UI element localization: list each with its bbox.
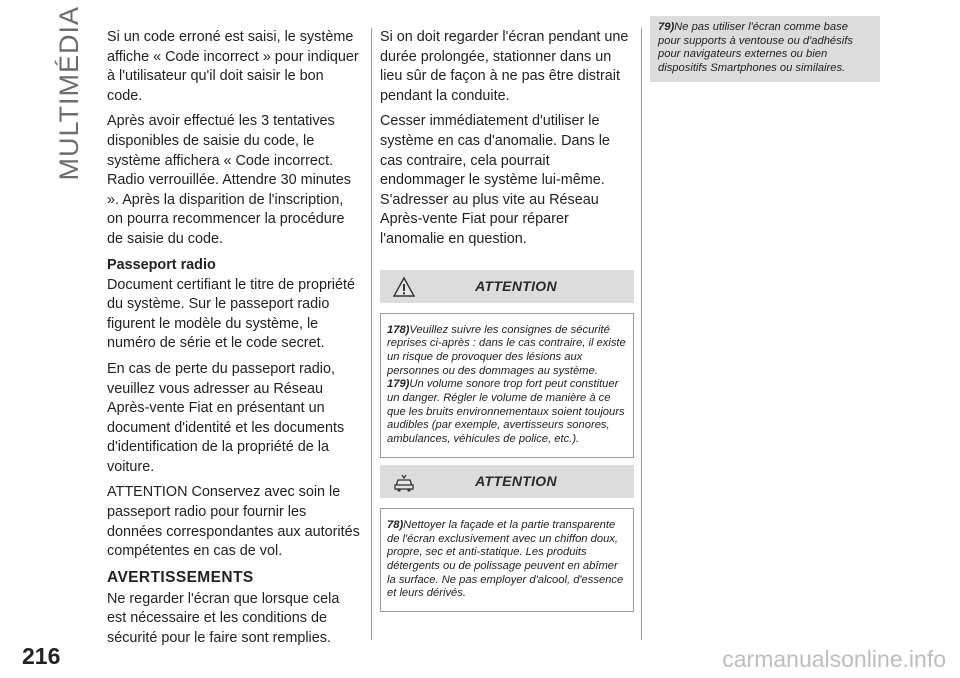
section-label-text: MULTIMÉDIA bbox=[53, 5, 84, 181]
note-text: Veuillez suivre les consignes de sécurité reprises ci-après : dans le cas contraire, il existe un risque de provoquer des lésions aux personnes ou des dommages au système. bbox=[387, 323, 626, 377]
subheading-passeport-radio: Passeport radio bbox=[107, 256, 216, 273]
paragraph: Ne regarder l'écran que lorsque cela est nécessaire et les conditions de sécurité pour le faire sont remplies. bbox=[107, 590, 340, 647]
paragraph: Après avoir effectué les 3 tentatives disponibles de saisie du code, le système affichera « Code incorrect. Radio verrouillée. Attendre 30 minutes ». Après la disparition de l'inscription, on pourra recommencer la procédure de saisie du code. bbox=[107, 113, 351, 247]
car-damage-icon bbox=[393, 471, 415, 493]
paragraph: Si un code erroné est saisi, le système affiche « Code incorrect » pour indiquer à l'utilisateur qu'il doit saisir le bon code. bbox=[107, 29, 359, 104]
note-item bbox=[387, 324, 627, 379]
attention-notes-box bbox=[380, 313, 634, 458]
attention-title: ATTENTION bbox=[475, 278, 557, 295]
watermark-text: carmanualsonline.info bbox=[722, 646, 946, 672]
paragraph: ATTENTION Conservez avec soin le passeport radio pour fournir les données correspondantes aux autorités compétentes en cas de vol. bbox=[107, 484, 360, 560]
column-divider bbox=[371, 28, 372, 640]
note-number: 78) bbox=[387, 518, 404, 531]
note-text: Ne pas utiliser l'écran comme base pour supports à ventouse ou d'adhésifs pour navigateurs externes ou bien dispositifs Smartphones ou similaires. bbox=[658, 21, 853, 75]
note-number: 179) bbox=[387, 378, 410, 391]
note-item bbox=[387, 519, 627, 601]
note-item bbox=[387, 378, 627, 447]
attention-header bbox=[380, 465, 634, 498]
paragraph: Si on doit regarder l'écran pendant une durée prolongée, stationner dans un lieu sûr de façon à ne pas être distrait pendant la conduite. bbox=[380, 29, 629, 104]
note-item bbox=[658, 21, 872, 76]
warning-triangle-icon bbox=[393, 276, 415, 298]
attention-title: ATTENTION bbox=[475, 473, 557, 490]
page-number: 216 bbox=[22, 643, 61, 669]
note-text: Un volume sonore trop fort peut constituer un danger. Régler le volume de manière à ce que les bruits environnementaux soient toujours audibles (par exemple, avertisseurs sonores, ambulances, véhicules de police, etc.). bbox=[387, 378, 625, 446]
attention-header bbox=[380, 270, 634, 303]
paragraph: En cas de perte du passeport radio, veuillez vous adresser au Réseau Après-vente Fiat en présentant un document d'identité et les documents d'identification de la propriété de la voiture. bbox=[107, 360, 345, 475]
column-right bbox=[650, 21, 880, 82]
attention-notes-box bbox=[380, 508, 634, 612]
section-side-label bbox=[52, 5, 86, 181]
note-box bbox=[650, 16, 880, 82]
paragraph: Cesser immédiatement d'utiliser le système en cas d'anomalie. Dans le cas contraire, cela pourrait endommager le système lui-même. S'adresser au plus vite au Réseau Après-vente Fiat pour réparer l'anomalie en question. bbox=[380, 113, 610, 247]
note-number: 79) bbox=[658, 21, 675, 33]
column-divider bbox=[641, 28, 642, 640]
column-middle bbox=[380, 28, 634, 612]
column-left bbox=[107, 28, 361, 655]
paragraph: Document certifiant le titre de propriété du système. Sur le passeport radio figurent le modèle du système, le numéro de série et le code secret. bbox=[107, 276, 355, 352]
section-heading-avertissements: AVERTISSEMENTS bbox=[107, 568, 254, 586]
note-text: Nettoyer la façade et la partie transparente de l'écran exclusivement avec un chiffon doux, propre, sec et anti-statique. Les produits détergents ou de polissage peuvent en abîmer la surface. Ne pas employer d'alcool, d'essence et leurs dérivés. bbox=[387, 518, 624, 600]
note-number: 178) bbox=[387, 323, 410, 336]
